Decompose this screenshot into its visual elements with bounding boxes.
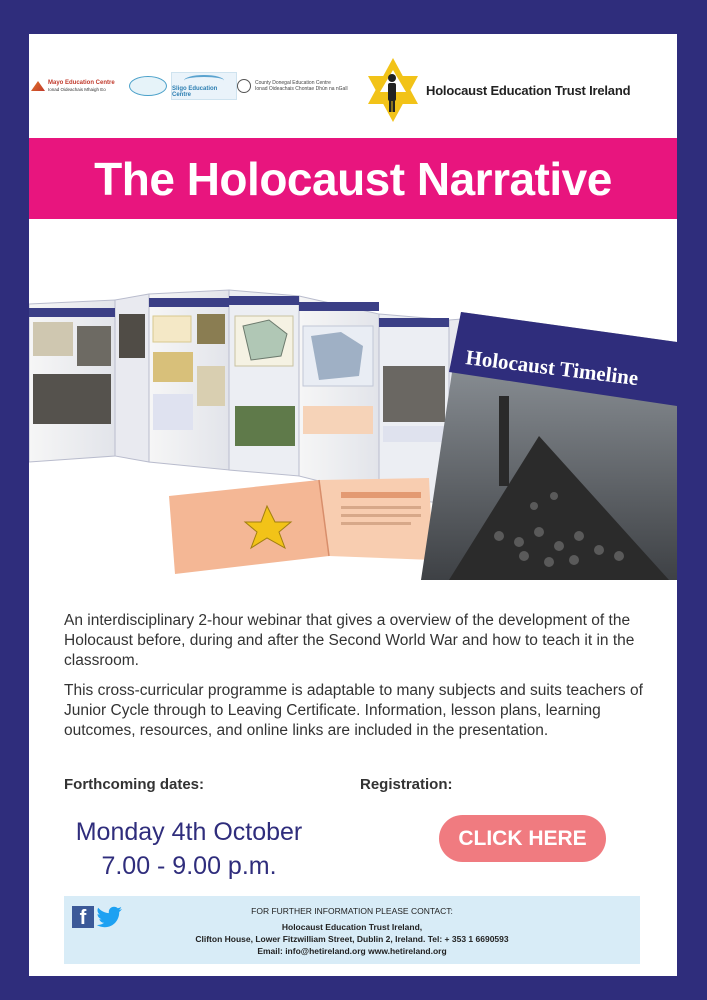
description-paragraph-2: This cross-curricular programme is adaptable to many subjects and suits teachers of Junior Cycle through to Leaving Certificate. Information, lesson plans, learning outcomes, resources, and online links are included in the presentation. xyxy=(64,682,643,739)
booklet-title: Holocaust Timeline xyxy=(464,345,640,391)
partner-logos xyxy=(29,72,359,102)
sligo-logo-name: Sligo Education Centre xyxy=(172,85,218,98)
facebook-icon[interactable]: f xyxy=(72,906,94,928)
footer-org: Holocaust Education Trust Ireland, xyxy=(281,922,423,932)
description-paragraph-1: An interdisciplinary 2-hour webinar that gives a overview of the development of the Holocaust before, during and after the Second World War and how to teach it in the classroom. xyxy=(64,612,635,669)
donegal-logo-irish: Ionad Oideachais Chontae Dhún na nGall xyxy=(255,86,348,92)
footer-address: Clifton House, Lower Fitzwilliam Street, Dublin 2, Ireland. Tel: + 353 1 6690593 xyxy=(195,934,509,944)
footer-heading: FOR FURTHER INFORMATION PLEASE CONTACT: xyxy=(251,906,453,916)
star-of-david-icon xyxy=(362,56,424,124)
oval-partner-logo xyxy=(129,72,169,100)
footer-contact: Email: info@hetireland.org www.hetireland.org xyxy=(257,946,447,956)
trust-name: Holocaust Education Trust Ireland xyxy=(426,82,631,98)
foldout-panels xyxy=(29,290,475,504)
contact-footer xyxy=(64,896,640,964)
forthcoming-dates-label: Forthcoming dates: xyxy=(64,776,205,793)
register-button[interactable]: CLICK HERE xyxy=(439,815,606,862)
sligo-education-centre-logo xyxy=(171,72,237,100)
donegal-education-centre-logo xyxy=(237,72,361,100)
timeline-illustration xyxy=(29,256,677,580)
holocaust-education-trust-logo xyxy=(362,52,672,128)
mountain-icon xyxy=(31,81,45,91)
timeline-book-cover xyxy=(421,312,677,580)
mayo-logo-irish: Ionad Oideachais Mhaigh Eo xyxy=(48,87,106,92)
page-title: The Holocaust Narrative xyxy=(94,152,612,205)
mayo-education-centre-logo xyxy=(31,72,129,100)
event-date: Monday 4th October xyxy=(75,818,303,846)
registration-label: Registration: xyxy=(360,776,453,793)
open-booklet xyxy=(169,478,433,574)
wave-icon xyxy=(184,75,224,86)
title-banner xyxy=(29,138,677,219)
circle-emblem-icon xyxy=(237,79,251,93)
oval-emblem-icon xyxy=(129,76,167,96)
mayo-logo-name: Mayo Education Centre xyxy=(48,80,115,86)
donegal-logo-name: County Donegal Education Centre xyxy=(255,80,331,86)
flyer-page xyxy=(29,34,677,976)
event-time: 7.00 - 9.00 p.m. xyxy=(101,852,277,880)
timeline-product-image xyxy=(29,256,677,580)
